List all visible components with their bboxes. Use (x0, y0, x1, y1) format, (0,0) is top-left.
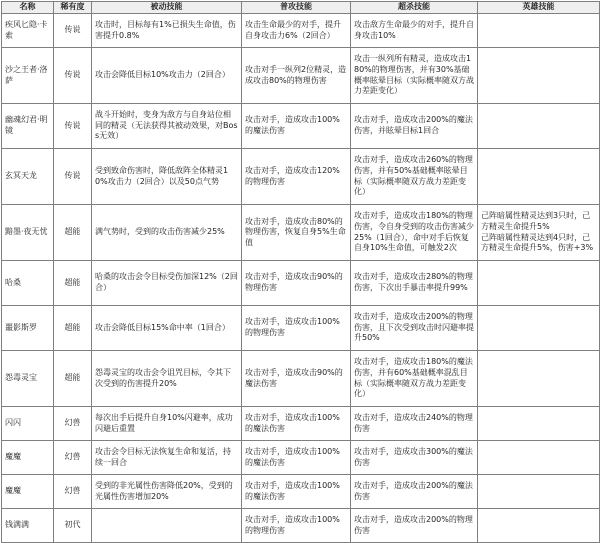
cell-ultimate: 攻击对手，造成攻击280%的物理伤害，下次出手暴击率提升99% (351, 261, 478, 306)
table-row (2, 475, 600, 509)
cell-ultimate: 攻击对手，造成攻击180%的物理伤害，令自身受到的攻击伤害减少25%（1回合），命中对手后恢复自身10%生命值，可触发2次 (351, 205, 478, 261)
cell-name: 闪闪 (2, 407, 54, 441)
cell-name: 黯墨·夜无忧 (2, 205, 54, 261)
cell-passive: 怨毒灵宝的攻击会令诅咒目标，令其下次受到的伤害提升20% (92, 351, 242, 407)
cell-rarity: 超能 (54, 351, 92, 407)
cell-normal: 攻击对手，造成攻击120%的物理伤害 (242, 149, 351, 205)
cell-hero: 己阵暗属性精灵达到3只时，己方精灵生命提升5% 己阵暗属性精灵达到4只时，己方精灵生命提升5%，伤害+3% (478, 205, 600, 261)
cell-passive: 受到的非光属性伤害降低20%，受到的光属性伤害增加20% (92, 475, 242, 509)
cell-ultimate: 攻击一纵列所有精灵，造成攻击180%的物理伤害，并有30%基础概率眩晕目标（实际概率随双方战力差距变化） (351, 48, 478, 104)
header-row (2, 2, 600, 14)
cell-rarity: 初代 (54, 509, 92, 543)
cell-name: 疾风匕隐·卡索 (2, 14, 54, 48)
cell-passive: 攻击会降低目标10%攻击力（2回合） (92, 48, 242, 104)
cell-passive: 满气势时，受到的攻击伤害减少25% (92, 205, 242, 261)
cell-rarity: 传说 (54, 149, 92, 205)
cell-name: 噩影斯罗 (2, 306, 54, 351)
table-row (2, 48, 600, 104)
cell-ultimate: 攻击对手，造成攻击200%的物理伤害 (351, 509, 478, 543)
cell-name: 钱满满 (2, 509, 54, 543)
header-name: 名称 (2, 2, 54, 14)
table-row (2, 205, 600, 261)
table-row (2, 509, 600, 543)
cell-name: 沙之王者·洛萨 (2, 48, 54, 104)
cell-normal: 攻击对手，造成攻击80%的物理伤害，恢复自身5%生命值 (242, 205, 351, 261)
cell-passive (92, 509, 242, 543)
cell-hero (478, 306, 600, 351)
cell-ultimate: 攻击对手，造成攻击200%的物理伤害，且下次受到攻击时闪避率提升50% (351, 306, 478, 351)
cell-name: 哈桑 (2, 261, 54, 306)
cell-name: 魔魔 (2, 475, 54, 509)
cell-hero (478, 261, 600, 306)
cell-rarity: 超能 (54, 306, 92, 351)
cell-ultimate: 攻击对手，造成攻击240%的物理伤害 (351, 407, 478, 441)
cell-hero (478, 509, 600, 543)
cell-rarity: 传说 (54, 14, 92, 48)
table-row (2, 149, 600, 205)
cell-ultimate: 攻击对手，造成攻击300%的魔法伤害 (351, 441, 478, 475)
cell-normal: 攻击对手，造成攻击100%的魔法伤害 (242, 441, 351, 475)
cell-rarity: 幻兽 (54, 407, 92, 441)
cell-passive: 攻击时，目标每有1%已损失生命值，伤害提升0.8% (92, 14, 242, 48)
cell-ultimate: 攻击对手，造成攻击180%的魔法伤害，并有60%基础概率混乱目标（实际概率随双方战力差距变化） (351, 351, 478, 407)
header-ultimate-skill: 超杀技能 (351, 2, 478, 14)
cell-hero (478, 351, 600, 407)
table-row (2, 306, 600, 351)
table-row (2, 261, 600, 306)
cell-rarity: 超能 (54, 205, 92, 261)
cell-hero (478, 149, 600, 205)
cell-hero (478, 14, 600, 48)
cell-passive: 战斗开始时，变身为敌方与自身站位相同的精灵（无法获得其被动效果，对Boss无效） (92, 104, 242, 149)
table-row (2, 14, 600, 48)
cell-rarity: 幻兽 (54, 475, 92, 509)
cell-ultimate: 攻击对手，造成攻击200%的魔法伤害 (351, 475, 478, 509)
cell-normal: 攻击对手，造成攻击100%的物理伤害 (242, 306, 351, 351)
cell-normal: 攻击对手，造成攻击90%的魔法伤害 (242, 351, 351, 407)
cell-hero (478, 475, 600, 509)
cell-passive: 哈桑的攻击会令目标受伤加深12%（2回合） (92, 261, 242, 306)
cell-normal: 攻击生命最少的对手，提升自身攻击力6%（2回合） (242, 14, 351, 48)
header-hero-skill: 英雄技能 (478, 2, 600, 14)
cell-normal: 攻击对手，造成攻击100%的魔法伤害 (242, 475, 351, 509)
cell-ultimate: 攻击对手，造成攻击260%的物理伤害，并有50%基础概率眩晕目标（实际概率随双方战力差距变化） (351, 149, 478, 205)
cell-rarity: 幻兽 (54, 441, 92, 475)
header-normal-attack: 普攻技能 (242, 2, 351, 14)
header-passive-skill: 被动技能 (92, 2, 242, 14)
cell-normal: 攻击对手一纵列2位精灵，造成攻击80%的物理伤害 (242, 48, 351, 104)
cell-name: 魔魔 (2, 441, 54, 475)
table-row (2, 104, 600, 149)
cell-ultimate: 攻击对手，造成攻击200%的魔法伤害，并眩晕目标1回合 (351, 104, 478, 149)
cell-hero (478, 441, 600, 475)
cell-ultimate: 攻击敌方生命最少的对手，提升自身攻击10% (351, 14, 478, 48)
skills-table (1, 1, 600, 543)
cell-name: 怨毒灵宝 (2, 351, 54, 407)
table-row (2, 441, 600, 475)
cell-rarity: 传说 (54, 104, 92, 149)
cell-passive: 每次出手后提升自身10%闪避率，成功闪避后重置 (92, 407, 242, 441)
cell-rarity: 传说 (54, 48, 92, 104)
cell-normal: 攻击对手，造成攻击90%的物理伤害 (242, 261, 351, 306)
cell-normal: 攻击对手，造成攻击100%的物理伤害 (242, 509, 351, 543)
table-row (2, 351, 600, 407)
cell-hero (478, 407, 600, 441)
cell-passive: 攻击会降低目标15%命中率（1回合） (92, 306, 242, 351)
cell-passive: 受到致命伤害时，降低敌阵全体精灵10%攻击力（2回合）以及50点气势 (92, 149, 242, 205)
cell-hero (478, 104, 600, 149)
cell-rarity: 超能 (54, 261, 92, 306)
cell-name: 幽魂幻君·明镜 (2, 104, 54, 149)
cell-passive: 攻击会令目标无法恢复生命和复活，持续一回合 (92, 441, 242, 475)
table-row (2, 407, 600, 441)
cell-normal: 攻击对手，造成攻击100%的魔法伤害 (242, 104, 351, 149)
header-rarity: 稀有度 (54, 2, 92, 14)
cell-name: 玄冥天龙 (2, 149, 54, 205)
cell-normal: 攻击对手，造成攻击100%的魔法伤害 (242, 407, 351, 441)
cell-hero (478, 48, 600, 104)
